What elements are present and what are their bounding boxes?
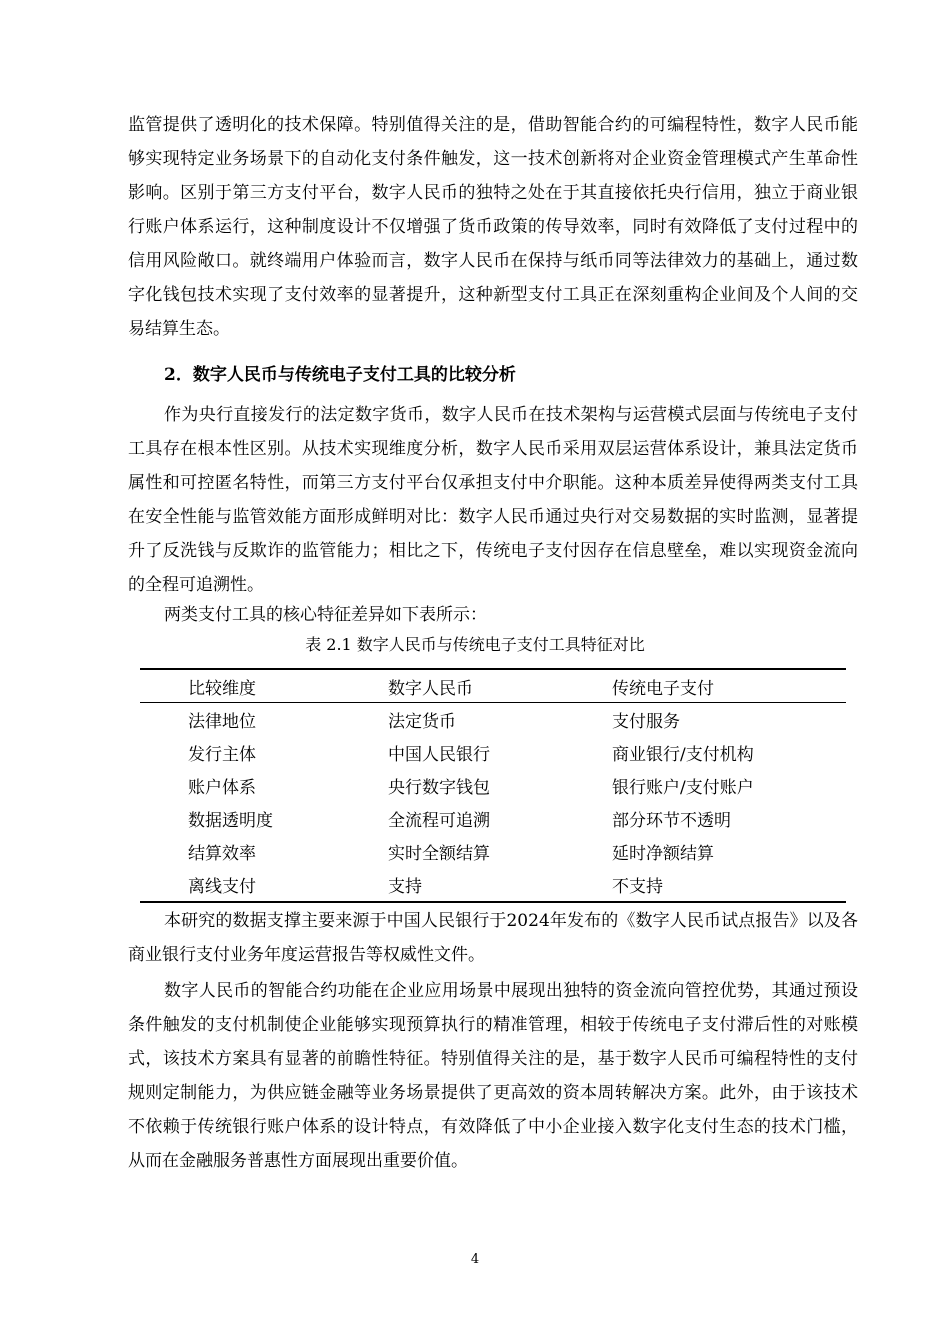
table-cell: 法定货币 — [388, 712, 456, 732]
table-header-cell: 比较维度 — [140, 669, 388, 703]
table-cell: 商业银行/支付机构 — [612, 745, 754, 765]
table-cell: 数据透明度 — [188, 811, 273, 831]
table-row — [140, 736, 846, 769]
table-cell: 结算效率 — [188, 844, 256, 864]
table-row — [140, 769, 846, 802]
table-row — [140, 802, 846, 835]
table-cell: 银行账户/支付账户 — [612, 778, 754, 798]
table-cell: 中国人民银行 — [388, 745, 490, 765]
paragraph-table-lead: 两类支付工具的核心特征差异如下表所示： — [164, 605, 487, 625]
paragraph-comparison-intro: 作为央行直接发行的法定数字货币，数字人民币在技术架构与运营模式层面与传统电子支付工具存在根本性区别。从技术实现维度分析，数字人民币采用双层运营体系设计，兼具法定货币属性和可控匿名特性，而第三方支付平台仅承担支付中介职能。这种本质差异使得两类支付工具在安全性能与监管效能方面形成鲜明对比：数字人民币通过央行对交易数据的实时监测，显著提升了反洗钱与反欺诈的监管能力；相比之下，传统电子支付因存在信息壁垒，难以实现资金流向的全程可追溯性。 — [128, 405, 858, 595]
table-cell: 离线支付 — [140, 868, 388, 902]
table-row — [140, 835, 846, 868]
table-cell: 支付服务 — [612, 712, 680, 732]
page-number: 4 — [470, 1252, 480, 1267]
table-row — [140, 703, 846, 737]
table-cell: 不支持 — [612, 868, 846, 902]
table-cell: 延时净额结算 — [612, 844, 714, 864]
table-cell: 发行主体 — [188, 745, 256, 765]
table-header-cell: 数字人民币 — [388, 669, 612, 703]
comparison-table — [140, 668, 846, 903]
table-caption: 表 2.1 数字人民币与传统电子支付工具特征对比 — [305, 635, 645, 654]
table-header-row — [140, 669, 846, 703]
table-cell: 央行数字钱包 — [388, 778, 490, 798]
paragraph-continued: 监管提供了透明化的技术保障。特别值得关注的是，借助智能合约的可编程特性，数字人民币能够实现特定业务场景下的自动化支付条件触发，这一技术创新将对企业资金管理模式产生革命性影响。区别于第三方支付平台，数字人民币的独特之处在于其直接依托央行信用，独立于商业银行账户体系运行，这种制度设计不仅增强了货币政策的传导效率，同时有效降低了支付过程中的信用风险敞口。就终端用户体验而言，数字人民币在保持与纸币同等法律效力的基础上，通过数字化钱包技术实现了支付效率的显著提升，这种新型支付工具正在深刻重构企业间及个人间的交易结算生态。 — [128, 115, 858, 339]
table-cell: 部分环节不透明 — [612, 811, 731, 831]
table-header-cell: 传统电子支付 — [612, 669, 846, 703]
table-cell: 支持 — [388, 868, 612, 902]
paragraph-smart-contract: 数字人民币的智能合约功能在企业应用场景中展现出独特的资金流向管控优势，其通过预设条件触发的支付机制使企业能够实现预算执行的精准管理，相较于传统电子支付滞后性的对账模式，该技术方案具有显著的前瞻性特征。特别值得关注的是，基于数字人民币可编程特性的支付规则定制能力，为供应链金融等业务场景提供了更高效的资本周转解决方案。此外，由于该技术不依赖于传统银行账户体系的设计特点，有效降低了中小企业接入数字化支付生态的技术门槛，从而在金融服务普惠性方面展现出重要价值。 — [128, 981, 858, 1171]
table-cell: 全流程可追溯 — [388, 811, 490, 831]
paragraph-data-source: 本研究的数据支撑主要来源于中国人民银行于2024年发布的《数字人民币试点报告》以及各商业银行支付业务年度运营报告等权威性文件。 — [128, 911, 858, 965]
table-cell: 实时全额结算 — [388, 844, 490, 864]
table-cell: 账户体系 — [188, 778, 256, 798]
table-cell: 法律地位 — [188, 712, 256, 732]
table-row — [140, 868, 846, 902]
section-heading: 2．数字人民币与传统电子支付工具的比较分析 — [164, 365, 516, 385]
